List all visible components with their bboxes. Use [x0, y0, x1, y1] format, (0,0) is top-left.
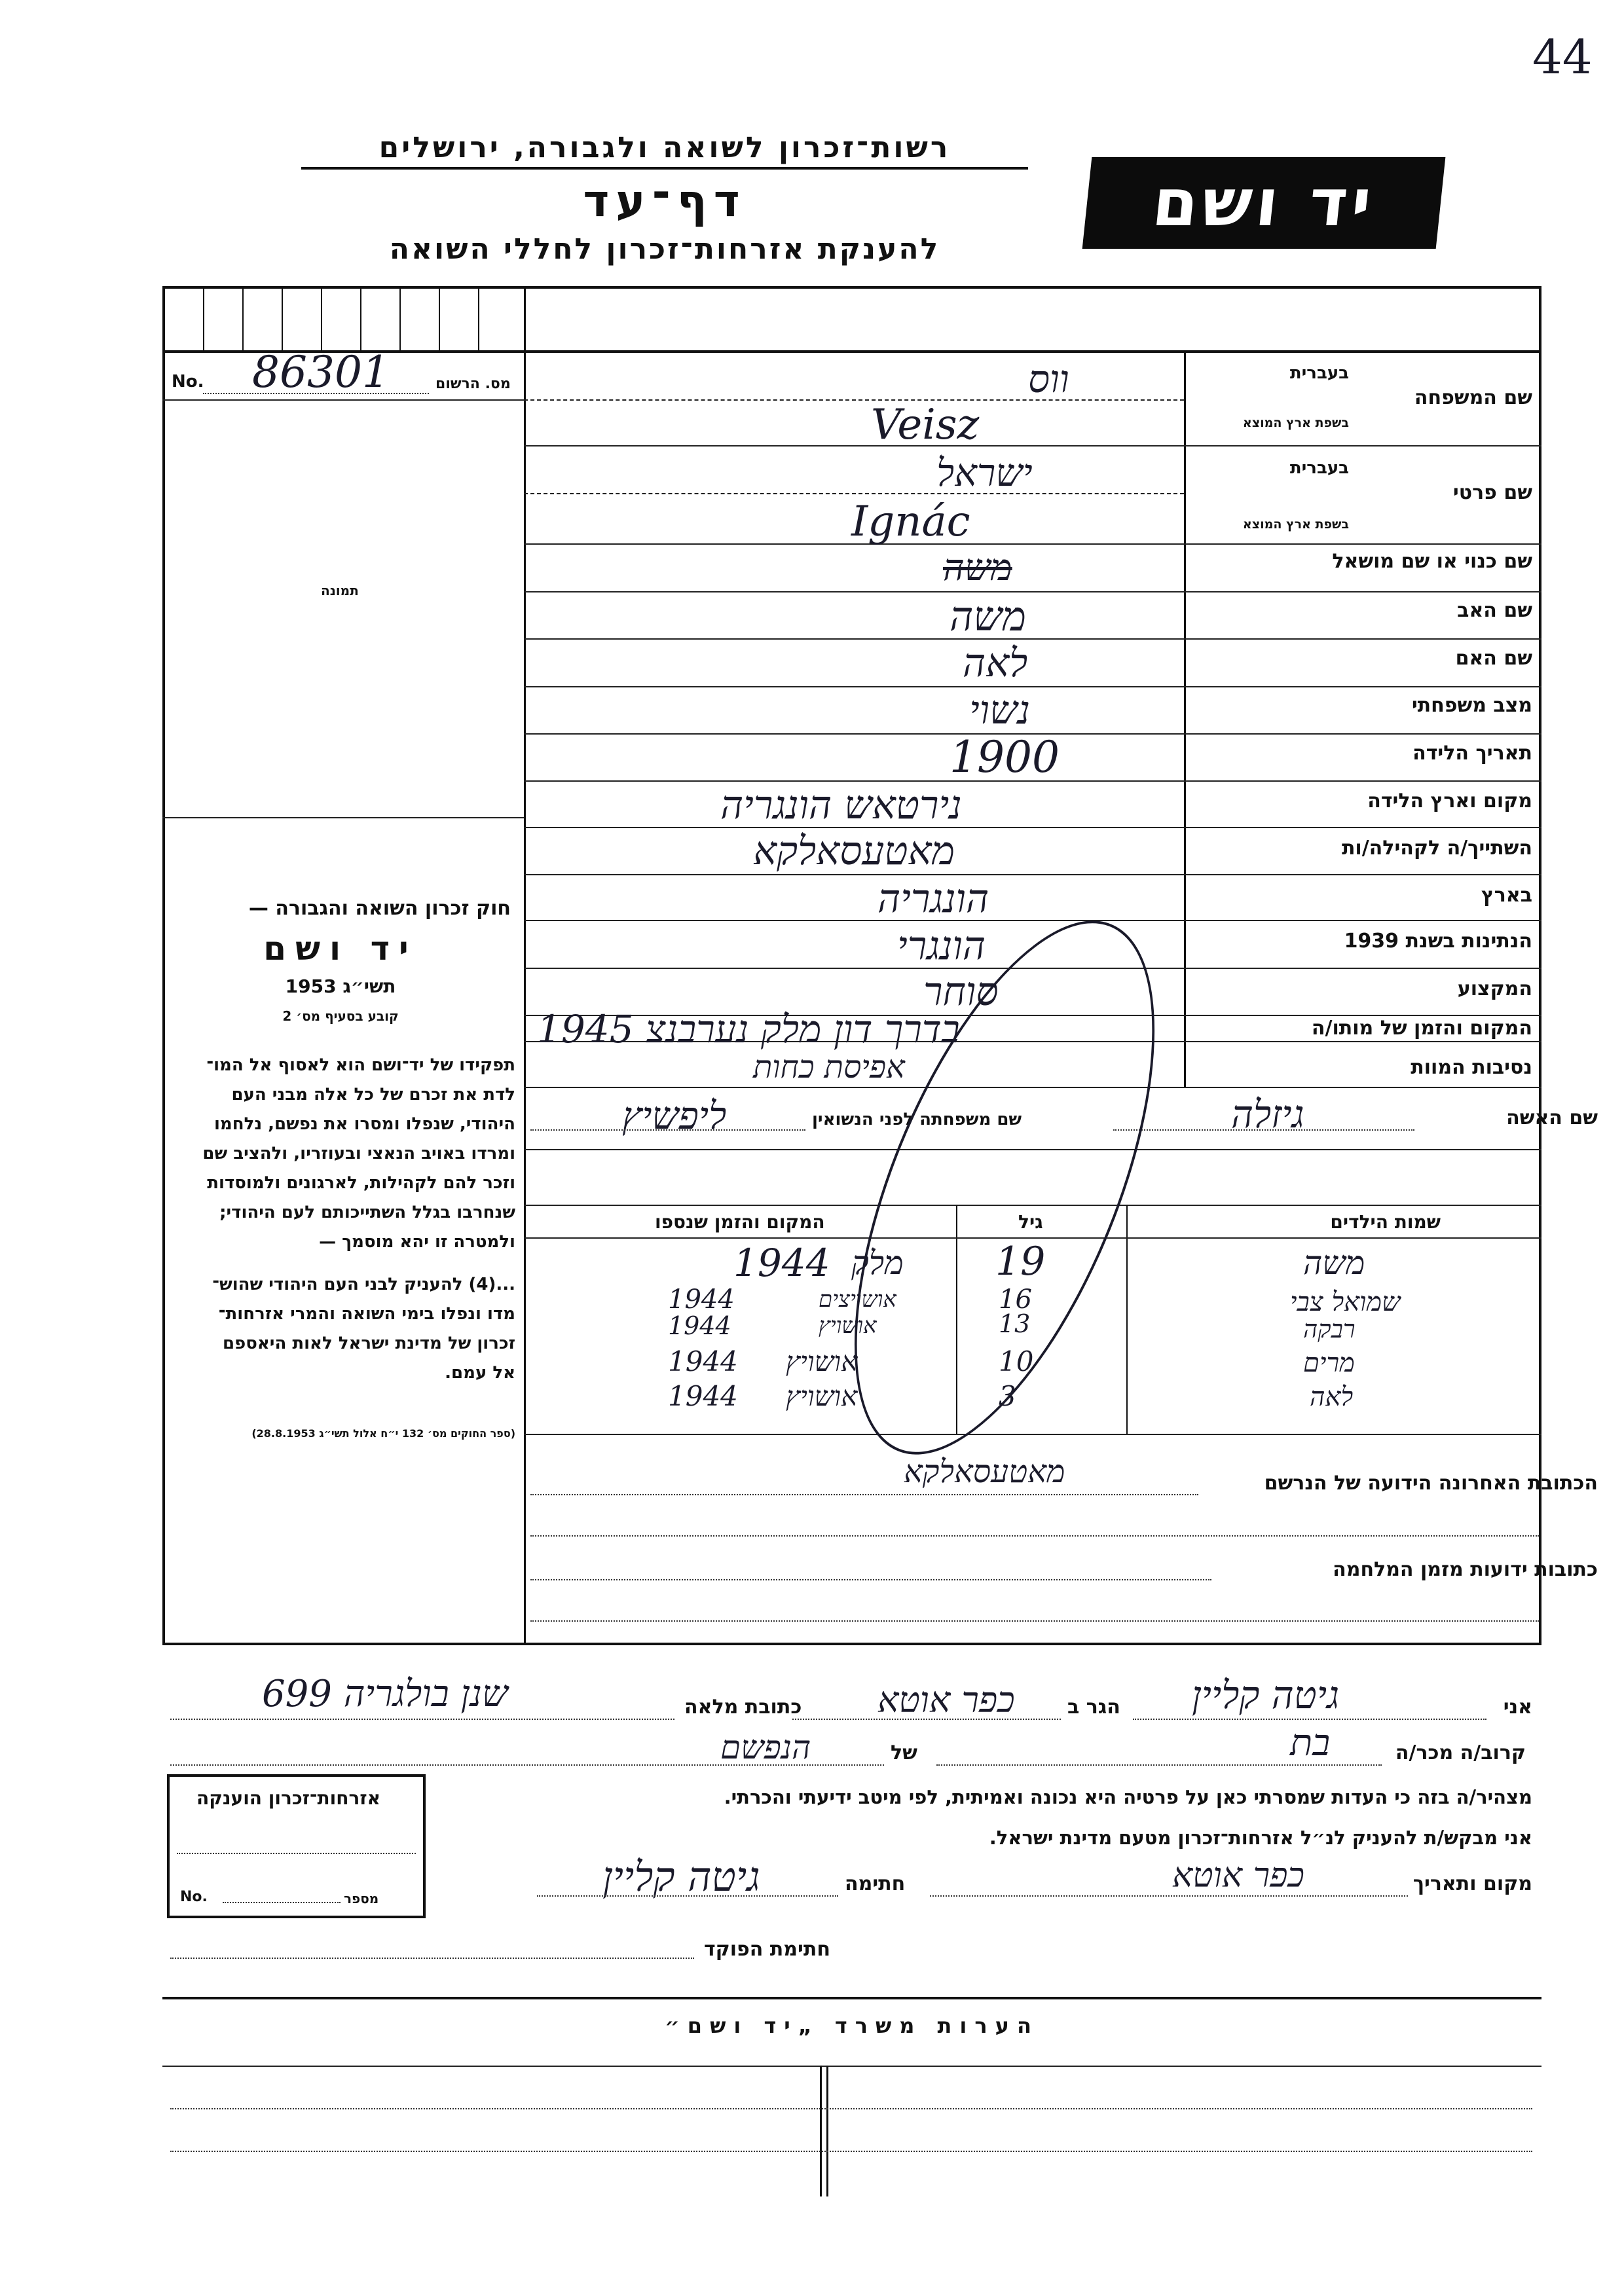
father-label: שם האב	[1457, 599, 1532, 622]
profession-label: המקצוע	[1457, 977, 1532, 1000]
law-footnote: (ספר החוקים מס׳ 132 י״ח אלול תשי״ג 28.8.1953)	[251, 1427, 515, 1440]
child-place: אושויץ	[819, 1313, 877, 1339]
marital-value: נשוי	[969, 687, 1031, 733]
wife-name-label: שם האשה	[1506, 1106, 1598, 1129]
child-year: 1944	[668, 1345, 738, 1377]
death-cause-label: נסיבות המוות	[1411, 1056, 1532, 1079]
photo-label: תמונה	[321, 583, 359, 598]
citizenship-value: הונגרי	[897, 923, 986, 969]
family-hebrew-label: בעברית	[1289, 363, 1349, 383]
child-name: משה	[1303, 1244, 1365, 1282]
registration-no-label: No.	[172, 372, 204, 392]
maiden-name-label: שם משפחתה לפני הנשואין	[812, 1110, 1022, 1129]
place-date-value: כפר אוטא	[1172, 1856, 1304, 1895]
birth-date-label: תאריך הלידה	[1412, 742, 1532, 765]
first-native-value: Ignác	[851, 498, 970, 546]
last-address-label: הכתובת האחרונה הידועה של הנרשם	[1264, 1472, 1598, 1495]
declaration-request: אני מבקש/ת להעניק לנ״ל אזרחות־זכרון מטעם מדינת ישראל.	[989, 1827, 1532, 1849]
law-title: חוק זכרון השואה והגבורה —	[248, 897, 511, 920]
child-year: 1944	[668, 1380, 738, 1412]
birth-place-value: נירטאש הונגריה	[720, 782, 962, 828]
office-notes-title: הערות משרד „יד ושם״	[665, 2013, 1039, 2038]
citizenship-label: הנתינות בשנת 1939	[1344, 930, 1532, 953]
resides-label: הגר ב	[1067, 1696, 1120, 1719]
maiden-name-value: ליפשיץ	[622, 1093, 727, 1138]
death-place-value: בדרך דון מלק נערבנצ 1945	[537, 1007, 960, 1051]
place-date-label: מקום ותאריך	[1412, 1872, 1532, 1895]
declaration-statement: מצהיר/ה בזה כי העדות שמסרתי כאן על פרטיה היא נכונה ואמיתית, לפי מיטב ידיעתי והכרתי.	[724, 1786, 1532, 1808]
relation-label: קרוב/ה מכר/ה	[1395, 1741, 1526, 1764]
child-age: 19	[995, 1239, 1046, 1285]
first-hebrew-value: ישראל	[936, 450, 1033, 495]
marital-label: מצב משפחתי	[1411, 694, 1532, 717]
declaration-i-label: אני	[1503, 1696, 1532, 1719]
law-paragraph-2: ...(4) להעניק לבני העם היהודי שהוש־ מדו ונפלו בימי השואה והמרי אזרחות־ זכרון של מדינת ישראל לאות היאספם אל עמם.	[212, 1275, 515, 1383]
nickname-value: משה	[943, 547, 1012, 589]
war-addresses-label: כתובות ידועות מזמן המלחמה	[1333, 1558, 1598, 1581]
yad-vashem-logo: יד ושם	[1082, 157, 1446, 249]
death-cause-value: אפיסת כחות	[753, 1049, 905, 1085]
law-clause: קובע בסעיף מס׳ 2	[282, 1008, 399, 1024]
birth-place-label: מקום וארץ הלידה	[1367, 790, 1532, 812]
citizenship-box-number-label: מספר	[344, 1891, 379, 1906]
of-label: של	[891, 1741, 917, 1764]
law-name: יד ושם	[263, 930, 418, 968]
profession-value: סוחר	[923, 969, 999, 1015]
child-name: רבקה	[1303, 1315, 1356, 1343]
child-death-header: המקום והזמן שנספו	[655, 1211, 825, 1233]
mother-label: שם האם	[1455, 647, 1532, 670]
child-year: 1944	[668, 1311, 731, 1340]
child-name: לאה	[1310, 1382, 1354, 1412]
child-age: 10	[999, 1345, 1034, 1377]
full-address-label: כתובת מלאה	[684, 1696, 802, 1719]
first-hebrew-label: בעברית	[1289, 458, 1349, 478]
full-address-value: שנן בולגריה 699	[262, 1673, 508, 1715]
registration-number: 86301	[252, 347, 390, 397]
family-name-label: שם המשפחה	[1414, 386, 1532, 409]
citizenship-box-no-label: No.	[180, 1889, 208, 1905]
signature-label: חתימה	[845, 1872, 906, 1895]
child-place: אושויץ	[786, 1345, 858, 1377]
child-year: 1944	[668, 1285, 735, 1315]
registration-label: מס. הרשום	[435, 376, 511, 392]
child-year: 1944	[733, 1241, 830, 1285]
family-native-value: Veisz	[871, 401, 980, 449]
child-age: 3	[999, 1380, 1016, 1412]
relation-value: בת	[1290, 1722, 1331, 1764]
death-place-label: המקום והזמן של מותו/ה	[1311, 1017, 1532, 1040]
child-name: שמואל צבי	[1290, 1287, 1401, 1317]
community-label: השתייך/ה לקהילה/ות	[1341, 837, 1532, 860]
child-place: אושויץ	[786, 1380, 858, 1412]
family-hebrew-value: ווס	[1028, 357, 1069, 401]
father-value: משה	[950, 592, 1026, 640]
child-place: מלק	[851, 1244, 904, 1282]
family-native-label: בשפת ארץ המוצא	[1242, 416, 1349, 430]
form-title: דף־עד	[583, 175, 747, 227]
witness-name-value: גיטה קליין	[1192, 1673, 1340, 1717]
community-value: מאטעסאלקא	[753, 828, 955, 874]
citizenship-box-title: אזרחות־זכרון הוענקה	[196, 1787, 380, 1809]
mother-value: לאה	[963, 640, 1028, 686]
last-address-value: מאטעסאלקא	[904, 1453, 1065, 1490]
first-name-label: שם פרטי	[1452, 481, 1532, 504]
authority-title: רשות־זכרון לשואה ולגבורה, ירושלים	[301, 131, 1028, 170]
child-age: 16	[999, 1285, 1032, 1315]
country-label: בארץ	[1481, 884, 1532, 907]
children-names-header: שמות הילדים	[1330, 1211, 1441, 1233]
child-place: אושויצים	[819, 1286, 896, 1313]
country-value: הונגריה	[877, 876, 989, 922]
child-age: 13	[999, 1309, 1031, 1338]
age-header: גיל	[1018, 1211, 1043, 1233]
birth-date-value: 1900	[950, 732, 1060, 782]
page-number: 44	[1532, 29, 1593, 84]
law-paragraph-1: תפקידו של יד־ושם הוא לאסוף אל המו־ לדת את זכרם של כל אלה מבני העם היהודי, שנפלו ומסרו את נפשם, נלחמו ומרדו באויב הנאצי ובעוזריו, ולהציב שם וזכר להם לקהילות, לארגונים ולמוסדות שנחרבו בגלל השתייכותם לעם היהודי; ולמטרה זו יהא מוסמך —	[202, 1055, 515, 1252]
law-year: תשי״ג 1953	[285, 975, 396, 997]
resides-value: כפר אוטא	[877, 1679, 1015, 1721]
witness-signature: גיטה קליין	[602, 1853, 760, 1901]
wife-name-value: גיזלה	[1231, 1092, 1304, 1137]
first-native-label: בשפת ארץ המוצא	[1242, 517, 1349, 532]
officer-signature-label: חתימת הפוקד	[704, 1938, 830, 1961]
form-subtitle: להענקת אזרחות־זכרון לחללי השואה	[389, 232, 940, 266]
of-value: הנפשם	[720, 1728, 811, 1766]
nickname-label: שם כנוי או שם מושאל	[1332, 550, 1532, 573]
child-name: מרים	[1303, 1348, 1355, 1378]
